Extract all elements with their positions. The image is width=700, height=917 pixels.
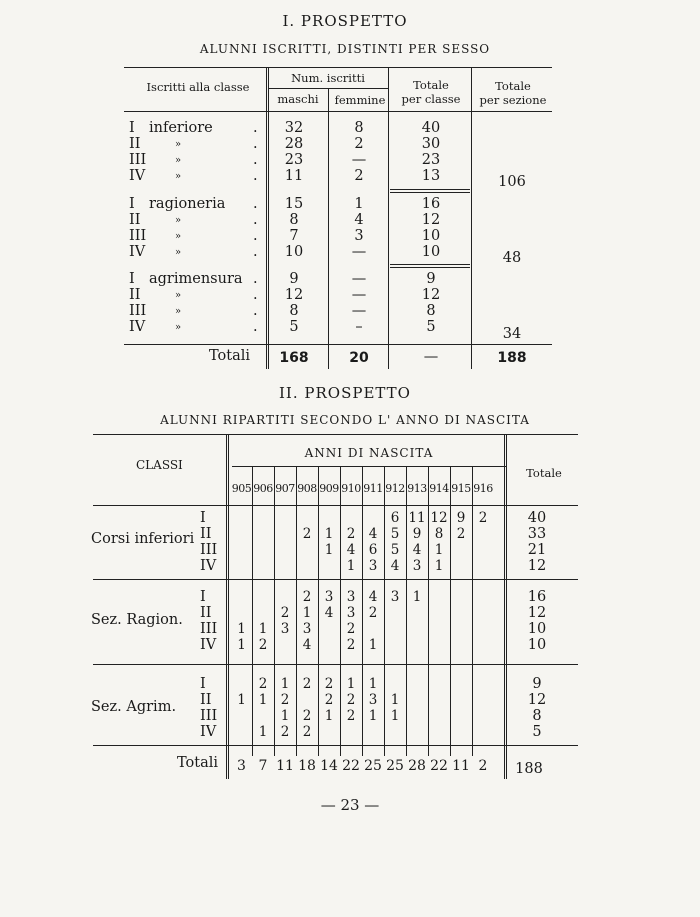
- year-cell: 1: [324, 708, 334, 724]
- totale-classe-value: 12: [421, 212, 441, 228]
- year-cell: 2: [280, 605, 290, 621]
- year-header: 908: [297, 482, 317, 495]
- year-header: 912: [385, 482, 405, 495]
- leader-dot: .: [253, 287, 258, 303]
- ditto-mark: »: [175, 171, 182, 182]
- leader-dot: .: [253, 212, 258, 228]
- row-total: 9: [532, 676, 542, 692]
- row-total: 10: [527, 621, 547, 637]
- row-total: 8: [532, 708, 542, 724]
- totals-label: Totali: [176, 755, 218, 771]
- leader-dot: .: [253, 120, 258, 136]
- class-roman: I: [200, 510, 206, 526]
- totale-classe-value: 9: [426, 271, 436, 287]
- year-cell: 4: [368, 526, 378, 542]
- header-totale-sezione-1: Totale: [495, 79, 531, 93]
- year-cell: 4: [412, 542, 422, 558]
- year-total: 11: [276, 758, 294, 774]
- class-roman: IV: [129, 168, 146, 184]
- class-roman: III: [200, 621, 218, 637]
- class-roman: III: [200, 708, 218, 724]
- header-classe: Iscritti alla classe: [146, 80, 250, 94]
- class-roman: I: [129, 196, 135, 212]
- year-cell: 5: [390, 526, 400, 542]
- prospetto1-title: I. PROSPETTO: [282, 12, 408, 30]
- class-roman: II: [129, 212, 141, 228]
- class-roman: III: [129, 228, 147, 244]
- year-cell: 6: [390, 510, 400, 526]
- year-cell: 1: [280, 676, 290, 692]
- class-roman: III: [129, 303, 147, 319]
- row-total: 12: [527, 692, 547, 708]
- year-header: 914: [429, 482, 449, 495]
- totale-classe-value: 5: [426, 319, 436, 335]
- prospetto2-title: II. PROSPETTO: [279, 384, 411, 402]
- section-label: Sez. Ragion.: [91, 612, 183, 628]
- year-cell: 3: [368, 558, 378, 574]
- ditto-mark: »: [175, 290, 182, 301]
- row-total: 33: [527, 526, 547, 542]
- year-header: 905: [231, 482, 252, 495]
- maschi-value: 28: [284, 136, 304, 152]
- row-total: 5: [532, 724, 542, 740]
- femmine-value: —: [351, 287, 367, 303]
- year-cell: 2: [456, 526, 466, 542]
- femmine-value: 2: [354, 136, 364, 152]
- leader-dot: .: [253, 303, 258, 319]
- maschi-value: 7: [289, 228, 299, 244]
- year-total: 2: [478, 758, 488, 774]
- leader-dot: .: [253, 228, 258, 244]
- year-cell: 4: [368, 589, 378, 605]
- year-cell: 2: [478, 510, 488, 526]
- totale-classe-value: 16: [421, 196, 441, 212]
- year-cell: 1: [237, 637, 246, 653]
- year-cell: 5: [390, 542, 400, 558]
- totale-classe-value: 10: [421, 244, 441, 260]
- femmine-value: —: [351, 271, 367, 287]
- year-cell: 1: [258, 692, 268, 708]
- year-total: 11: [452, 758, 470, 774]
- maschi-value: 8: [289, 212, 299, 228]
- maschi-value: 8: [289, 303, 299, 319]
- year-cell: 2: [280, 692, 290, 708]
- year-cell: 11: [408, 510, 426, 526]
- class-name: agrimensura: [149, 271, 243, 287]
- year-cell: 1: [390, 708, 400, 724]
- column-divider: [226, 434, 227, 779]
- totale-sezione-value: 34: [502, 326, 522, 342]
- totale-classe-value: 40: [421, 120, 441, 136]
- row-total: 40: [527, 510, 547, 526]
- year-header: 915: [451, 482, 471, 495]
- section-separator: [93, 664, 578, 665]
- page-number: — 23 —: [320, 796, 380, 814]
- header-anni-di-nascita: ANNI DI NASCITA: [304, 446, 434, 460]
- class-name: inferiore: [149, 120, 213, 136]
- femmine-value: 3: [354, 228, 364, 244]
- femmine-value: 8: [354, 120, 364, 136]
- column-divider: [328, 88, 329, 369]
- year-cell: 1: [368, 637, 378, 653]
- leader-dot: .: [253, 168, 258, 184]
- table1-top-rule: [124, 67, 552, 68]
- year-cell: 6: [368, 542, 378, 558]
- year-header: 910: [341, 482, 361, 495]
- ditto-mark: »: [175, 139, 182, 150]
- ditto-mark: »: [175, 247, 182, 258]
- year-cell: 1: [434, 558, 444, 574]
- femmine-value: 4: [354, 212, 364, 228]
- class-roman: III: [200, 542, 218, 558]
- totale-sezione-value: 106: [498, 174, 526, 190]
- totale-sezione-value: 48: [502, 250, 522, 266]
- prospetto2-subtitle: ALUNNI RIPARTITI SECONDO L' ANNO DI NASCITA: [160, 413, 530, 427]
- maschi-value: 5: [289, 319, 299, 335]
- year-cell: 1: [368, 676, 378, 692]
- year-cell: 4: [346, 542, 356, 558]
- class-roman: IV: [200, 558, 217, 574]
- totale-classe-value: 8: [426, 303, 436, 319]
- femmine-value: 1: [354, 196, 364, 212]
- section-label: Corsi inferiori: [91, 531, 195, 547]
- maschi-value: 15: [284, 196, 304, 212]
- double-rule: [390, 189, 470, 190]
- header-femmine: femmine: [334, 93, 386, 107]
- year-cell: 2: [324, 692, 334, 708]
- class-roman: II: [200, 526, 212, 542]
- year-cell: 1: [258, 621, 268, 637]
- femmine-value: —: [351, 152, 367, 168]
- year-cell: 8: [434, 526, 444, 542]
- year-cell: 1: [258, 724, 268, 740]
- class-roman: IV: [200, 637, 217, 653]
- year-header: 907: [275, 482, 295, 495]
- row-total: 10: [527, 637, 547, 653]
- year-cell: 2: [302, 708, 312, 724]
- ditto-mark: »: [175, 215, 182, 226]
- ditto-mark: »: [175, 155, 182, 166]
- ditto-mark: »: [175, 306, 182, 317]
- double-rule: [390, 267, 470, 268]
- year-cell: 1: [302, 605, 312, 621]
- grand-total: 188: [515, 761, 543, 777]
- year-cell: 2: [302, 724, 312, 740]
- year-total: 18: [298, 758, 316, 774]
- year-total: 25: [386, 758, 404, 774]
- year-cell: 1: [346, 676, 356, 692]
- table1-totals-rule: [124, 344, 552, 345]
- year-cell: 2: [280, 724, 290, 740]
- year-cell: 2: [302, 526, 312, 542]
- header-totale: Totale: [526, 466, 562, 480]
- year-header: 916: [473, 482, 493, 495]
- prospetto1-subtitle: ALUNNI ISCRITTI, DISTINTI PER SESSO: [199, 42, 491, 56]
- totale-classe-value: 12: [421, 287, 441, 303]
- header-totale-classe-2: per classe: [401, 92, 461, 106]
- year-cell: 3: [368, 692, 378, 708]
- row-total: 12: [527, 558, 547, 574]
- year-total: 22: [430, 758, 448, 774]
- year-cell: 3: [346, 589, 356, 605]
- femmine-value: 2: [354, 168, 364, 184]
- row-total: 16: [527, 589, 547, 605]
- year-cell: 1: [280, 708, 290, 724]
- year-cell: 12: [430, 510, 448, 526]
- year-cell: 1: [324, 542, 334, 558]
- femmine-value: —: [351, 303, 367, 319]
- year-cell: 1: [390, 692, 400, 708]
- year-column-divider: [252, 466, 253, 756]
- year-cell: 3: [324, 589, 334, 605]
- table1-header-rule: [124, 111, 552, 112]
- header-classi: CLASSI: [136, 458, 183, 472]
- year-cell: 3: [346, 605, 356, 621]
- leader-dot: .: [253, 152, 258, 168]
- section-separator: [93, 579, 578, 580]
- year-cell: 3: [390, 589, 400, 605]
- year-total: 28: [408, 758, 426, 774]
- leader-dot: .: [253, 196, 258, 212]
- leader-dot: .: [253, 319, 258, 335]
- maschi-value: 32: [284, 120, 304, 136]
- year-cell: 3: [280, 621, 290, 637]
- year-cell: 2: [368, 605, 378, 621]
- maschi-value: 12: [284, 287, 304, 303]
- year-total: 22: [342, 758, 360, 774]
- totals-maschi: 168: [279, 350, 309, 366]
- leader-dot: .: [253, 136, 258, 152]
- year-cell: 2: [346, 692, 356, 708]
- year-cell: 4: [302, 637, 312, 653]
- column-divider: [228, 434, 229, 779]
- double-rule: [390, 264, 470, 265]
- row-total: 21: [527, 542, 547, 558]
- year-cell: 1: [237, 692, 246, 708]
- year-total: 14: [320, 758, 338, 774]
- maschi-value: 23: [284, 152, 304, 168]
- class-roman: I: [200, 676, 206, 692]
- year-cell: 9: [456, 510, 466, 526]
- column-divider: [266, 67, 267, 369]
- ditto-mark: »: [175, 322, 182, 333]
- year-cell: 1: [434, 542, 444, 558]
- year-header: 909: [319, 482, 339, 495]
- class-roman: IV: [200, 724, 217, 740]
- year-cell: 9: [412, 526, 422, 542]
- year-cell: 2: [324, 676, 334, 692]
- year-header: 913: [407, 482, 427, 495]
- header-totale-classe-1: Totale: [413, 78, 449, 92]
- year-cell: 1: [346, 558, 356, 574]
- header-num-iscritti: Num. iscritti: [291, 71, 365, 85]
- class-roman: III: [129, 152, 147, 168]
- year-cell: 2: [346, 637, 356, 653]
- class-roman: IV: [129, 244, 146, 260]
- femmine-value: –: [355, 319, 363, 335]
- year-cell: 4: [324, 605, 334, 621]
- class-roman: II: [200, 692, 212, 708]
- class-roman: I: [129, 120, 135, 136]
- class-roman: II: [200, 605, 212, 621]
- year-cell: 2: [302, 676, 312, 692]
- totals-femmine: 20: [349, 350, 369, 366]
- section-label: Sez. Agrim.: [91, 699, 177, 715]
- ditto-mark: »: [175, 231, 182, 242]
- year-header: 911: [363, 482, 383, 495]
- totale-classe-value: 23: [421, 152, 441, 168]
- year-cell: 2: [258, 676, 268, 692]
- header-totale-sezione-2: per sezione: [479, 93, 547, 107]
- year-cell: 1: [368, 708, 378, 724]
- year-cell: 3: [302, 621, 312, 637]
- year-total: 7: [258, 758, 268, 774]
- section-separator: [93, 745, 578, 746]
- class-roman: IV: [129, 319, 146, 335]
- double-rule: [390, 192, 470, 193]
- maschi-value: 9: [289, 271, 299, 287]
- leader-dot: .: [253, 244, 258, 260]
- maschi-value: 11: [284, 168, 304, 184]
- totale-classe-value: 30: [421, 136, 441, 152]
- year-cell: 2: [346, 621, 356, 637]
- year-cell: 2: [346, 708, 356, 724]
- column-divider: [504, 434, 505, 779]
- totals-label: Totali: [208, 348, 250, 364]
- column-divider: [388, 67, 389, 369]
- year-total: 3: [237, 758, 246, 774]
- year-cell: 1: [237, 621, 246, 637]
- maschi-value: 10: [284, 244, 304, 260]
- year-cell: 2: [258, 637, 268, 653]
- year-cell: 3: [412, 558, 422, 574]
- year-cell: 1: [324, 526, 334, 542]
- class-roman: II: [129, 287, 141, 303]
- class-name: ragioneria: [149, 196, 226, 212]
- class-roman: I: [129, 271, 135, 287]
- header-maschi: maschi: [277, 92, 319, 106]
- row-total: 12: [527, 605, 547, 621]
- year-total: 25: [364, 758, 382, 774]
- totale-classe-value: 13: [421, 168, 441, 184]
- year-cell: 4: [390, 558, 400, 574]
- year-cell: 2: [302, 589, 312, 605]
- leader-dot: .: [253, 271, 258, 287]
- year-cell: 1: [412, 589, 422, 605]
- class-roman: II: [129, 136, 141, 152]
- totale-classe-value: 10: [421, 228, 441, 244]
- year-cell: 2: [346, 526, 356, 542]
- totals-sezione: 188: [497, 350, 527, 366]
- totals-classe: —: [423, 349, 439, 365]
- femmine-value: —: [351, 244, 367, 260]
- class-roman: I: [200, 589, 206, 605]
- year-header: 906: [253, 482, 273, 495]
